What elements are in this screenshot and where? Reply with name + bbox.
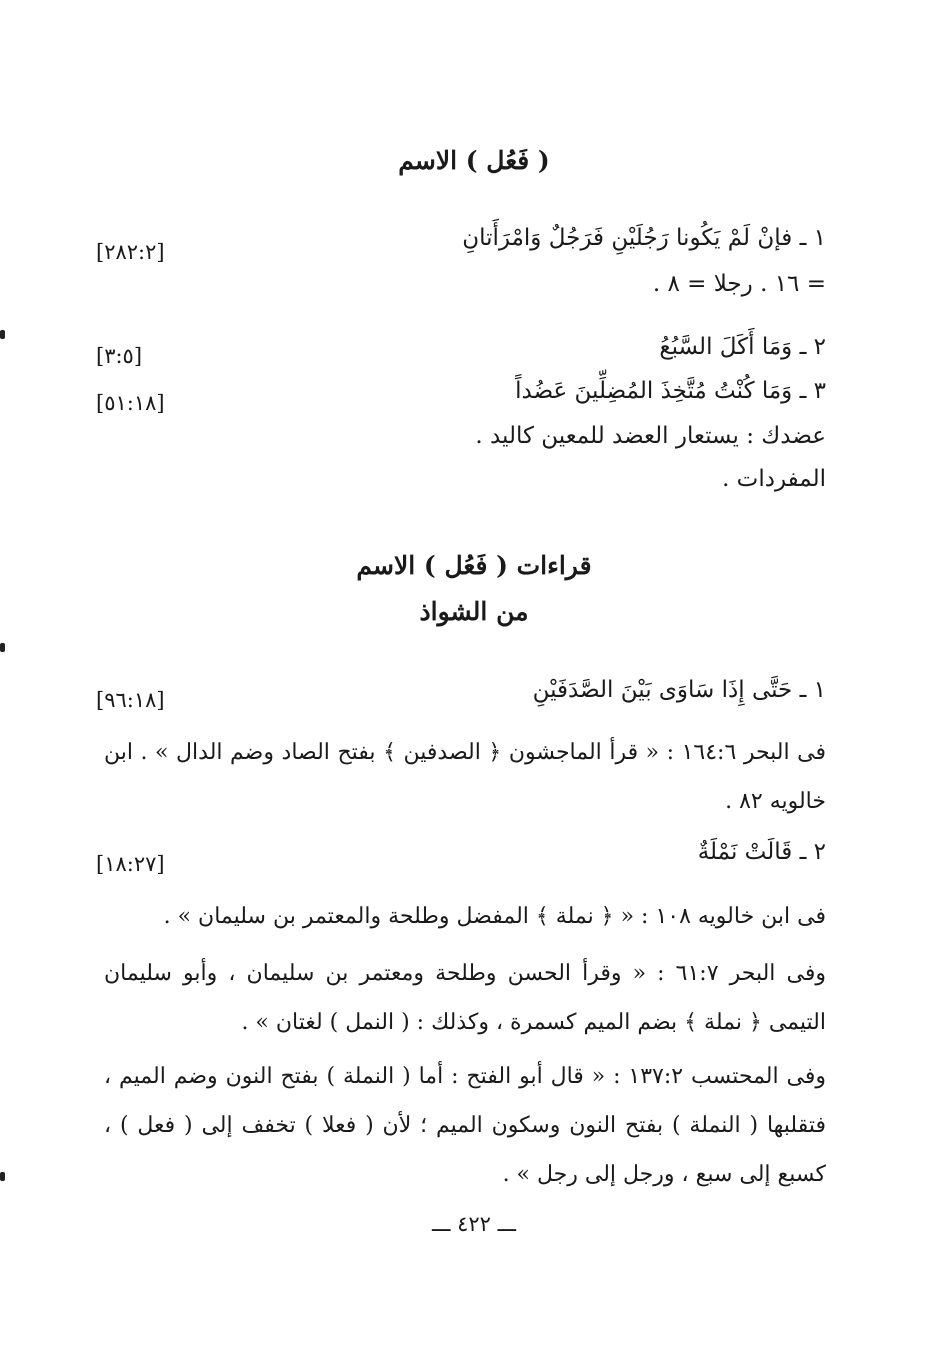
verse-3-note-line-1: عضدك : يستعار العضد للمعين كاليد .	[475, 423, 826, 449]
reading-1-verse: ١ ـ حَتَّى إِذَا سَاوَى بَيْنَ الصَّدَفَيْنِ	[532, 677, 826, 703]
section-heading: ( فَعُل ) الاسم	[398, 146, 550, 175]
reading-1-note: فى البحر ١٦٤:٦ : « قرأ الماجشون ﴿ الصدفين ﴾ بفتح الصاد وضم الدال » . ابن خالويه ٨٢ .	[104, 740, 827, 814]
reading-2-verse: ٢ ـ قَالَتْ نَمْلَةٌ	[697, 839, 826, 865]
verse-1-line-2: = ١٦ . رجلا = ٨ .	[652, 271, 826, 297]
verse-2-reference: [٣:٥]	[96, 344, 143, 368]
reading-2-note-2: وفى البحر ٦١:٧ : « وقرأ الحسن وطلحة ومعتمر بن سليمان ، وأبو سليمان التيمى ﴿ نملة ﴾ بضم الميم كسمرة ، وكذلك : ( النمل ) لغتان » .	[104, 961, 826, 1035]
page-number: ـــ ٤٢٢ ـــ	[431, 1212, 517, 1236]
reading-2-reference: [١٨:٢٧]	[96, 852, 165, 876]
verse-1-line-1: ١ ـ فإنْ لَمْ يَكُونا رَجُلَيْنِ فَرَجُلٌ وَامْرَأَتانِ	[462, 225, 826, 251]
reading-2-note-3: وفى المحتسب ١٣٧:٢ : « قال أبو الفتح : أما ( النملة ) بفتح النون وضم الميم ، فتقلبها ( النملة ) بفتح النون وسكون الميم ؛ لأن ( فعلا ) تخفف إلى ( فعل ) ، كسبع إلى سبع ، ورجل إلى رجل » .	[104, 1064, 826, 1187]
margin-mark	[0, 1172, 5, 1181]
section-heading-2: قراءات ( فَعُل ) الاسم	[356, 551, 592, 580]
margin-mark	[0, 330, 5, 339]
verse-2: ٢ ـ وَمَا أَكَلَ السَّبُعُ	[659, 334, 826, 360]
reading-1-reference: [٩٦:١٨]	[96, 688, 165, 712]
margin-mark	[0, 643, 5, 652]
verse-3-reference: [٥١:١٨]	[96, 391, 165, 415]
section-subheading: من الشواذ	[419, 597, 529, 626]
reading-2-note-1: فى ابن خالويه ١٠٨ : « ﴿ نملة ﴾ المفضل وطلحة والمعتمر بن سليمان » .	[163, 904, 826, 929]
verse-1-reference: [٢٨٢:٢]	[96, 240, 165, 264]
verse-3-note-line-2: المفردات .	[722, 466, 826, 492]
verse-3: ٣ ـ وَمَا كُنْتُ مُتَّخِذَ المُضِلِّينَ عَضُداً	[515, 378, 826, 404]
